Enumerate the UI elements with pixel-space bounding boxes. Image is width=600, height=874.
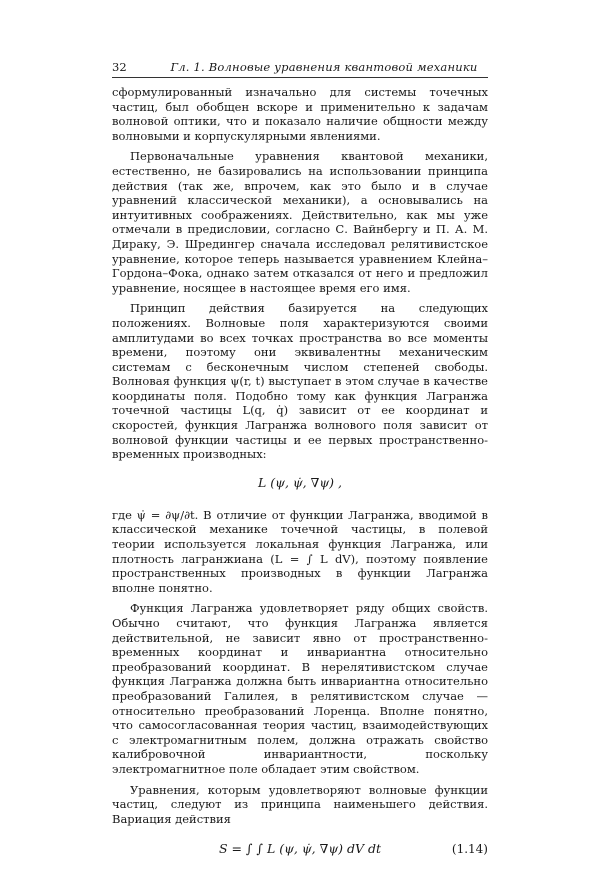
paragraph: где ψ̇ = ∂ψ/∂t. В отличие от функции Лагранжа, вводимой в классической механике точечной частицы, в полевой теории используется локальная функция Лагранжа, или плотность лагранжиана (L = ∫ L dV), поэтому появление пространственных производных в функции Лагранжа вполне понятно. [112,507,488,595]
action-formula [112,842,488,860]
page-body [112,85,488,874]
lagrangian-formula [112,476,488,494]
paragraph: Функция Лагранжа удовлетворяет ряду общих свойств. Обычно считают, что функция Лагранжа является действительной, не зависит явно от пространственно-временных координат и инвариантна относительно преобразований координат. В нерелятивистском случае функция Лагранжа должна быть инвариантна относительно преобразований Галилея, в релятивистском случае — относительно преобразований Лоренца. Вполне понятно, что самосогласованная теория частиц, взаимодействующих с электромагнитным полем, должна отражать свойство калибровочной инвариантности, поскольку электромагнитное поле обладает этим свойством. [112,601,488,776]
running-header [112,60,488,78]
paragraph: сформулированный изначально для системы точечных частиц, был обобщен вскоре и применительно к задачам волновой оптики, что и показало наличие общности между волновыми и корпускулярными явлениями. [112,85,488,143]
page-number: 32 [112,60,127,74]
paragraph: Первоначальные уравнения квантовой механики, естественно, не базировались на использовании принципа действия (так же, впрочем, как это было и в случае уравнений классической механики), а основывались на интуитивных соображениях. Действительно, как мы уже отмечали в предисловии, согласно С. Вайнбергу и П. А. М. Дираку, Э. Шредингер сначала исследовал релятивистское уравнение, которое теперь называется уравнением Клейна–Гордона–Фока, однако затем отказался от него и предложил уравнение, носящее в настоящее время его имя. [112,149,488,295]
paragraph: Уравнения, которым удовлетворяют волновые функции частиц, следуют из принципа наименьшего действия. Вариация действия [112,782,488,826]
formula-text: S = ∫ ∫ L (ψ, ψ̇, ∇ψ) dV dt [218,841,381,857]
paragraph: Принцип действия базируется на следующих положениях. Волновые поля характеризуются своими амплитудами во всех точках пространства во все моменты времени, поэтому они эквивалентны механическим системам с бесконечным числом степеней свободы. Волновая функция ψ(r, t) выступает в этом случае в качестве координаты поля. Подобно тому как функция Лагранжа точечной частицы L(q, q̇) зависит от ее координат и скоростей, функция Лагранжа волнового поля зависит от волновой функции частицы и ее первых пространственно-временных производных: [112,301,488,462]
equation-number: (1.14) [451,842,488,857]
running-title: Гл. 1. Волновые уравнения квантовой механики [170,60,478,74]
formula-text: L (ψ, ψ̇, ∇ψ) , [257,474,342,490]
